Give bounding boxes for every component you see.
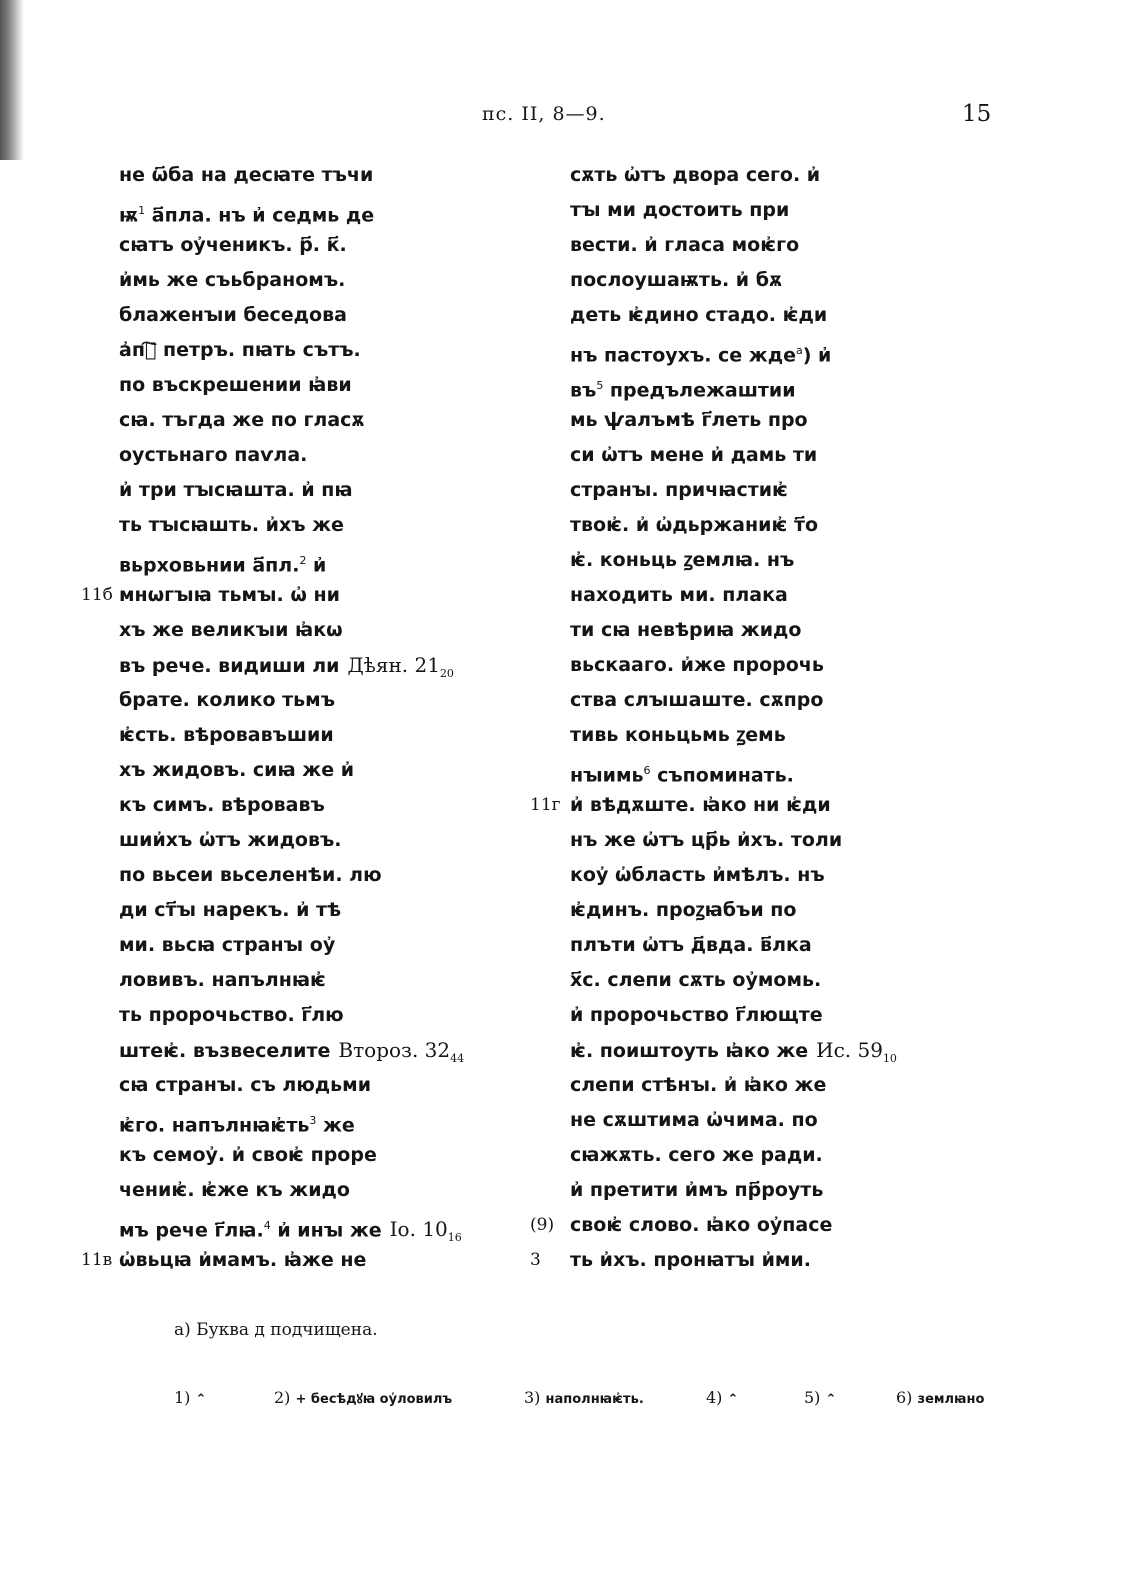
line-text: ства слꙑшаште. сѫпро	[570, 689, 824, 711]
text-line	[81, 1243, 464, 1278]
reference-text: Ис. 59	[816, 1038, 883, 1062]
line-text: оустьнаго паѵла.	[119, 444, 308, 466]
text-line	[119, 508, 464, 543]
text-line	[570, 1033, 897, 1068]
line-text: ѥ҆. коньць ꙁемлꙗ. нъ	[570, 549, 795, 571]
text-line	[119, 1208, 464, 1243]
line-text-continuation: и҆	[306, 554, 327, 577]
text-line	[570, 1138, 897, 1173]
text-line	[119, 1173, 464, 1208]
running-head: пс. II, 8—9.	[482, 103, 606, 125]
text-line	[570, 508, 897, 543]
text-line	[570, 158, 897, 193]
line-text-continuation: предълежаштии	[603, 379, 796, 402]
variant-number: 1)	[174, 1388, 191, 1407]
text-line	[119, 788, 464, 823]
text-line	[119, 403, 464, 438]
line-text: шии҆хъ ѡ҆тъ жидовъ.	[119, 829, 342, 851]
verse-number: 3	[530, 1250, 541, 1270]
scripture-reference	[338, 1038, 465, 1065]
variant-number: 6)	[896, 1388, 913, 1407]
variant-number: 4)	[706, 1388, 723, 1407]
variant-text: ⌃	[727, 1392, 739, 1407]
text-line	[530, 1243, 897, 1278]
text-line	[119, 683, 464, 718]
line-text: вести. и҆ гласа моѥ҆го	[570, 234, 800, 256]
footnote-marker: 6	[643, 764, 651, 777]
line-text: сꙗжѫть. сего же ради.	[570, 1144, 823, 1166]
reference-verse: 10	[882, 1052, 897, 1065]
line-text: мнѡгꙑꙗ тьмꙑ. ѡ҆ ни	[119, 584, 340, 606]
line-text: сѫть ѡ҆тъ двора сего. и҆	[570, 164, 821, 186]
line-text: по вьсеи вьселенѣи. лю	[119, 864, 382, 886]
variant-number: 3)	[524, 1388, 541, 1407]
text-line	[570, 963, 897, 998]
verse-number: 11б	[81, 585, 113, 605]
text-line	[119, 858, 464, 893]
page-number: 15	[962, 101, 992, 127]
line-text: вьскааго. и҆же пророчь	[570, 654, 824, 676]
line-text: ѥ҆го. напълнꙗѥ҆ть	[119, 1114, 310, 1137]
text-line	[119, 718, 464, 753]
line-text: и҆ пророчьство г҃лющте	[570, 1004, 823, 1026]
footnote-marker: 5	[596, 379, 604, 392]
text-line	[119, 893, 464, 928]
text-line	[570, 823, 897, 858]
line-text: находить ми. плака	[570, 584, 788, 606]
text-line	[119, 1068, 464, 1103]
text-line	[570, 893, 897, 928]
line-text: и҆мь же съьбраномъ.	[119, 269, 346, 291]
line-text: ди ст҃ꙑ нарекъ. и҆ тѣ	[119, 899, 342, 921]
line-text: по въскрешении ꙗ҆ви	[119, 374, 352, 396]
line-text: тꙑ ми достоить при	[570, 199, 790, 221]
variant-text: ⌃	[195, 1392, 207, 1407]
right-text-column	[530, 158, 897, 1278]
text-line	[570, 683, 897, 718]
line-text: сꙗ странꙑ. съ людьми	[119, 1074, 372, 1096]
line-text: послоушаѭть. и҆ бѫ	[570, 269, 783, 291]
text-line	[119, 1103, 464, 1138]
text-line	[570, 473, 897, 508]
scan-edge-shadow	[0, 0, 24, 160]
text-line	[570, 263, 897, 298]
line-text: деть ѥ҆дино стадо. ѥ҆ди	[570, 304, 828, 326]
text-line	[570, 998, 897, 1033]
text-line	[119, 368, 464, 403]
text-line	[570, 578, 897, 613]
line-text: хъ жидовъ. сиꙗ же и҆	[119, 759, 355, 781]
text-line	[119, 333, 464, 368]
variant-text: + бесѣдꙋꙗ оу҆ловилъ	[295, 1392, 453, 1407]
line-text: ми. вьсꙗ странꙑ оу҆	[119, 934, 336, 956]
variant-footnote-2	[274, 1388, 452, 1407]
verse-number: 11в	[81, 1250, 113, 1270]
variant-text: землꙗно	[917, 1392, 985, 1407]
text-line	[570, 718, 897, 753]
text-line	[119, 263, 464, 298]
text-line	[81, 578, 464, 613]
line-text: нъ же ѡ҆тъ цр҃ь и҆хъ. толи	[570, 829, 843, 851]
text-line	[119, 753, 464, 788]
text-line	[530, 1208, 897, 1243]
variant-footnote-5	[804, 1388, 836, 1407]
line-text: тивь коньцьмь ꙁемь	[570, 724, 786, 746]
text-line	[119, 823, 464, 858]
text-line	[570, 928, 897, 963]
variant-footnote-6	[896, 1388, 984, 1407]
line-text: и҆ три тꙑсꙗшта. и҆ пꙗ	[119, 479, 353, 501]
line-text: и҆ претити и҆мъ пр҃роуть	[570, 1179, 824, 1201]
text-line	[570, 368, 897, 403]
text-line	[119, 613, 464, 648]
verse-number: (9)	[530, 1215, 555, 1235]
text-line	[570, 543, 897, 578]
left-text-column	[81, 158, 465, 1278]
line-text: не сѫштима ѡ҆чима. по	[570, 1109, 818, 1131]
text-line	[119, 998, 464, 1033]
line-text: ѭ	[119, 204, 139, 227]
text-line	[119, 648, 464, 683]
footnote-marker: 1	[138, 204, 146, 217]
line-text: ѥ҆динъ. проꙁꙗбъи по	[570, 899, 797, 921]
line-text-continuation: ) и҆	[802, 344, 832, 367]
line-text: ѥ҆. поиштоуть ꙗ҆ко же	[570, 1040, 809, 1062]
line-text: странꙑ. причꙗстиѥ҆	[570, 479, 789, 501]
line-text: не ѡ҃ба на десꙗте тъчи	[119, 164, 374, 186]
footnote-letter-note: а) Буква д подчищена.	[174, 1320, 378, 1340]
scripture-reference	[816, 1038, 897, 1065]
text-line	[570, 858, 897, 893]
text-line	[570, 298, 897, 333]
text-line	[570, 193, 897, 228]
line-text: чениѥ҆. ѥ҆же къ жидо	[119, 1179, 350, 1201]
variant-footnote-4	[706, 1388, 738, 1407]
text-line	[119, 1033, 464, 1068]
variant-number: 5)	[804, 1388, 821, 1407]
line-text: хъ же великꙑи ꙗ҆кѡ	[119, 619, 343, 641]
text-line	[570, 613, 897, 648]
text-line	[119, 298, 464, 333]
line-text: ть и҆хъ. пронꙗтꙑ и҆ми.	[570, 1249, 811, 1271]
line-text: вьрховьнии а҃пл.	[119, 554, 300, 577]
line-text: въ	[570, 379, 597, 402]
text-line	[570, 1173, 897, 1208]
line-text: въ рече. видиши ли	[119, 655, 340, 677]
line-text: плъти ѡ҆тъ д҃вда. в҃лка	[570, 934, 812, 956]
text-line	[570, 1103, 897, 1138]
line-text: мъ рече г҃лꙗ.	[119, 1219, 264, 1242]
footnote-marker: а	[795, 344, 803, 357]
reference-verse: 16	[447, 1231, 462, 1245]
line-text-continuation: а҃пла. нъ и҆ седмь де	[145, 204, 375, 227]
footnote-marker: 2	[299, 554, 307, 567]
line-text-continuation: съпоминать.	[650, 764, 794, 787]
verse-number: 11г	[530, 795, 561, 815]
line-text: нꙑимь	[570, 764, 644, 787]
reference-verse: 20	[439, 667, 454, 680]
line-text: ть тꙑсꙗшть. и҆хъ же	[119, 514, 344, 536]
text-line	[570, 403, 897, 438]
line-text: сꙗтъ оу҆ченикъ. р҃. к҃.	[119, 234, 347, 256]
text-line	[119, 473, 464, 508]
footnote-marker: 4	[263, 1219, 271, 1232]
line-text: къ симъ. вѣровавъ	[119, 794, 325, 816]
text-line	[570, 228, 897, 263]
line-text: си ѡ҆тъ мене и҆ дамь ти	[570, 444, 818, 466]
line-text: нъ пастоухъ. се жде	[570, 344, 796, 367]
line-text: блаженꙑи беседова	[119, 304, 347, 326]
line-text: къ семоу҆. и҆ своѥ҆ проре	[119, 1144, 377, 1166]
variant-text: наполнꙗѥ҆ть.	[545, 1392, 644, 1407]
text-line	[570, 648, 897, 683]
text-line	[530, 788, 897, 823]
text-line	[570, 753, 897, 788]
reference-text: Дѣян. 21	[347, 653, 440, 677]
line-text-continuation: же	[316, 1114, 355, 1137]
line-text: ти сꙗ невѣриꙗ жидо	[570, 619, 802, 641]
text-line	[119, 543, 464, 578]
text-line	[119, 193, 464, 228]
variant-number: 2)	[274, 1388, 291, 1407]
line-text: коу҆ ѡ҆бласть и҆мѣлъ. нъ	[570, 864, 825, 886]
line-text: брате. колико тьмъ	[119, 689, 335, 711]
variant-footnote-3	[524, 1388, 644, 1407]
variant-footnote-1	[174, 1388, 206, 1407]
line-text: слепи стѣнꙑ. и҆ ꙗ҆ко же	[570, 1074, 827, 1096]
scripture-reference	[347, 653, 454, 680]
variant-footnotes	[174, 1388, 994, 1412]
line-text-continuation: и҆ инꙑ же	[270, 1219, 382, 1242]
text-line	[570, 333, 897, 368]
text-line	[119, 928, 464, 963]
footnote-marker: 3	[309, 1114, 317, 1127]
text-line	[119, 158, 464, 193]
text-line	[119, 438, 464, 473]
text-line	[570, 438, 897, 473]
line-text: ѡ҆вьцꙗ и҆мамъ. ꙗ҆же не	[119, 1249, 367, 1271]
reference-text: Іо. 10	[389, 1217, 448, 1242]
line-text: ловивъ. напълнꙗѥ҆	[119, 969, 326, 991]
text-line	[119, 228, 464, 263]
line-text: а҆пⷭ҇ петръ. пꙗть сътъ.	[119, 339, 361, 361]
line-text: своѥ҆ слово. ꙗ҆ко оу҆пасе	[570, 1214, 833, 1236]
line-text: х҃с. слепи сѫть оу҆момь.	[570, 969, 822, 991]
text-line	[119, 963, 464, 998]
line-text: и҆ вѣдѫште. ꙗ҆ко ни ѥ҆ди	[570, 794, 831, 816]
line-text: ѥ҆сть. вѣровавъшии	[119, 724, 334, 746]
scripture-reference	[389, 1217, 462, 1245]
line-text: ть пророчьство. г҃лю	[119, 1004, 344, 1026]
reference-verse: 44	[450, 1052, 465, 1065]
line-text: штеѥ҆. възвеселите	[119, 1040, 331, 1062]
line-text: твоѥ҆. и҆ ѡ҆дьржаниѥ҆ т҃о	[570, 514, 819, 536]
reference-text: Второз. 32	[338, 1038, 451, 1062]
text-line	[119, 1138, 464, 1173]
text-line	[570, 1068, 897, 1103]
line-text: мь ѱалъмѣ г҃леть про	[570, 409, 808, 431]
line-text: сꙗ. тъгда же по гласѫ	[119, 409, 365, 431]
variant-text: ⌃	[825, 1392, 837, 1407]
